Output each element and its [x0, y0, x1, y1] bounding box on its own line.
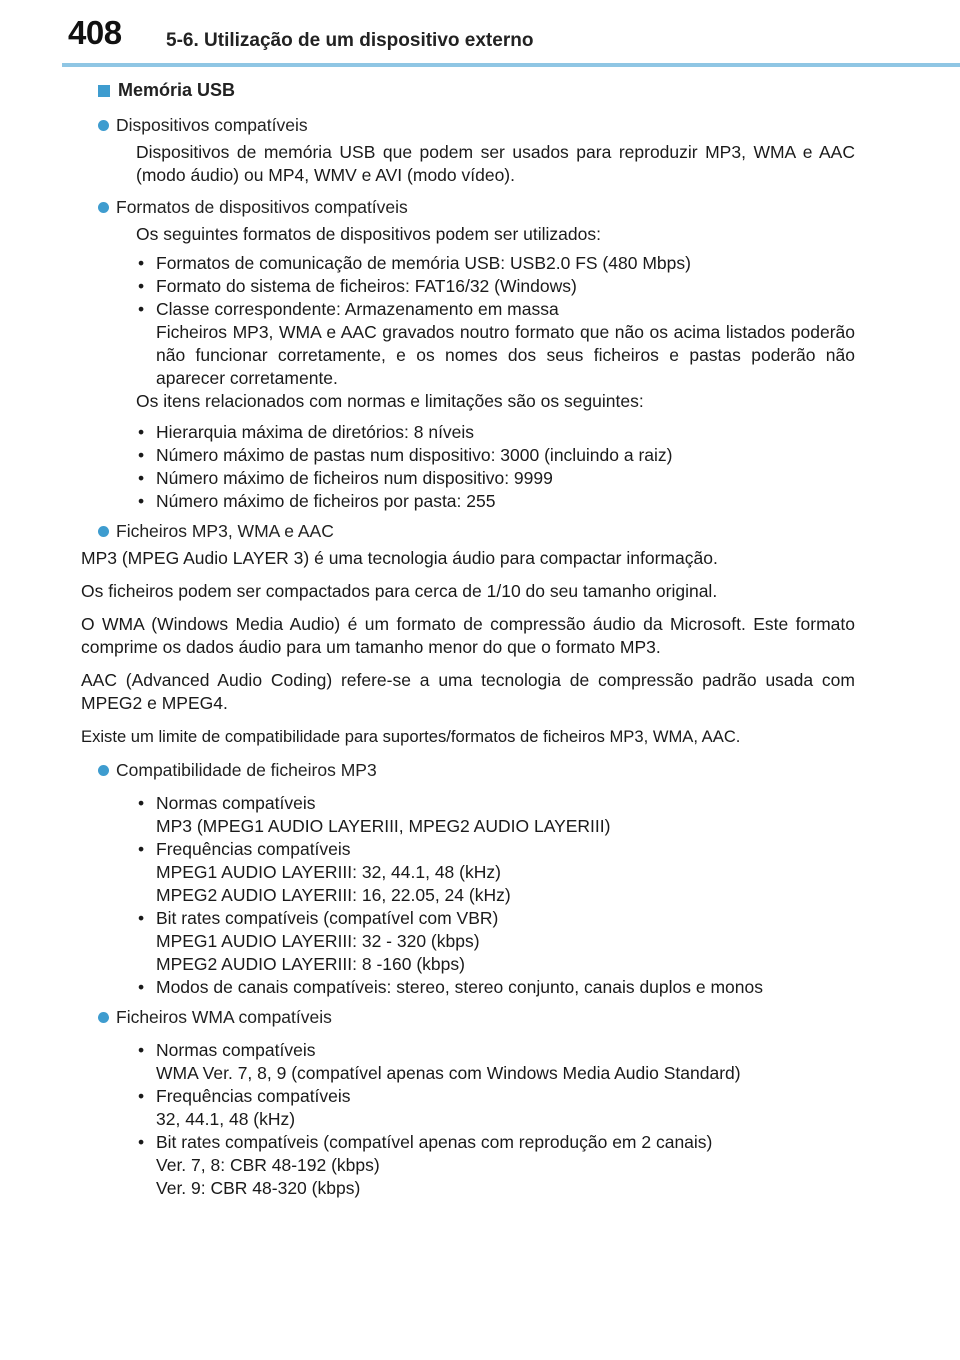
devices-text: Dispositivos de memória USB que podem ser usados para reproduzir MP3, WMA e AAC (modo áudio) ou MP4, WMV e AVI (modo vídeo).	[136, 142, 855, 185]
files-paragraph: MP3 (MPEG Audio LAYER 3) é uma tecnologia áudio para compactar informação.	[81, 548, 718, 568]
list-item: • Número máximo de ficheiros num dispositivo: 9999	[136, 467, 855, 490]
files-heading	[98, 521, 855, 542]
list-item-text: • Classe correspondente: Armazenamento em massa	[156, 299, 559, 319]
list-item: • Número máximo de ficheiros por pasta: 255	[136, 490, 855, 513]
square-bullet-icon	[98, 85, 110, 97]
wma-heading-text: Ficheiros WMA compatíveis	[116, 1007, 332, 1027]
mp3-heading-text: Compatibilidade de ficheiros MP3	[116, 760, 377, 780]
mp3-list	[98, 792, 855, 999]
round-bullet-icon	[98, 526, 109, 537]
files-heading-text: Ficheiros MP3, WMA e AAC	[116, 521, 334, 541]
page-header	[0, 0, 960, 62]
list-item: • Formato do sistema de ficheiros: FAT16/32 (Windows)	[136, 275, 855, 298]
list-item	[136, 1085, 855, 1131]
wma-standards-label: • Normas compatíveis	[156, 1040, 316, 1060]
mp3-frequencies-label: • Frequências compatíveis	[156, 839, 351, 859]
list-item	[136, 298, 855, 390]
list-item: • Formatos de comunicação de memória USB: USB2.0 FS (480 Mbps)	[136, 252, 855, 275]
mp3-heading	[98, 760, 855, 781]
section-title: 5-6. Utilização de um dispositivo externo	[166, 30, 534, 51]
mp3-bitrate-value: MPEG1 AUDIO LAYERIII: 32 - 320 (kbps)	[156, 931, 480, 951]
round-bullet-icon	[98, 765, 109, 776]
list-item	[136, 1131, 855, 1200]
list-item: • Hierarquia máxima de diretórios: 8 níveis	[136, 421, 855, 444]
list-item	[136, 838, 855, 907]
devices-heading	[98, 115, 855, 136]
list-item	[136, 1039, 855, 1085]
formats-note: Ficheiros MP3, WMA e AAC gravados noutro formato que não os acima listados poderão não funcionar corretamente, e os nomes dos seus ficheiros e pastas poderão não aparecer corretamente.	[156, 322, 855, 388]
round-bullet-icon	[98, 1012, 109, 1023]
files-paragraph: Existe um limite de compatibilidade para suportes/formatos de ficheiros MP3, WMA, AAC.	[81, 727, 741, 746]
mp3-bitrates-label: • Bit rates compatíveis (compatível com VBR)	[156, 908, 499, 928]
wma-list	[98, 1039, 855, 1200]
wma-bitrate-value: Ver. 9: CBR 48-320 (kbps)	[156, 1178, 361, 1198]
devices-heading-text: Dispositivos compatíveis	[116, 115, 308, 135]
list-item: • Modos de canais compatíveis: stereo, stereo conjunto, canais duplos e monos	[136, 976, 855, 999]
round-bullet-icon	[98, 202, 109, 213]
formats-heading-text: Formatos de dispositivos compatíveis	[116, 197, 408, 217]
header-rule	[62, 63, 960, 67]
wma-bitrates-label: • Bit rates compatíveis (compatível apenas com reprodução em 2 canais)	[156, 1132, 713, 1152]
wma-bitrate-value: Ver. 7, 8: CBR 48-192 (kbps)	[156, 1155, 380, 1175]
mp3-bitrate-value: MPEG2 AUDIO LAYERIII: 8 -160 (kbps)	[156, 954, 465, 974]
list-item	[136, 907, 855, 976]
files-paragraph: AAC (Advanced Audio Coding) refere-se a uma tecnologia de compressão padrão usada com MPEG2 e MPEG4.	[81, 670, 855, 713]
mp3-standards-label: • Normas compatíveis	[156, 793, 316, 813]
formats-heading	[98, 197, 855, 218]
files-paragraph: Os ficheiros podem ser compactados para cerca de 1/10 do seu tamanho original.	[81, 581, 718, 601]
wma-heading	[98, 1007, 855, 1028]
wma-standards-value: WMA Ver. 7, 8, 9 (compatível apenas com Windows Media Audio Standard)	[156, 1063, 741, 1083]
files-paragraph: O WMA (Windows Media Audio) é um formato de compressão áudio da Microsoft. Este formato comprime os dados áudio para um tamanho menor do que o formato MP3.	[81, 614, 855, 657]
limits-list	[98, 421, 855, 513]
page-content	[81, 80, 855, 1208]
wma-frequency-value: 32, 44.1, 48 (kHz)	[156, 1109, 296, 1129]
formats-list	[98, 252, 855, 390]
limits-intro: Os itens relacionados com normas e limitações são os seguintes:	[136, 391, 644, 411]
list-item	[136, 792, 855, 838]
list-item: • Número máximo de pastas num dispositivo: 3000 (incluindo a raiz)	[136, 444, 855, 467]
mp3-standards-value: MP3 (MPEG1 AUDIO LAYERIII, MPEG2 AUDIO LAYERIII)	[156, 816, 611, 836]
usb-heading	[98, 80, 855, 101]
formats-intro: Os seguintes formatos de dispositivos podem ser utilizados:	[136, 224, 601, 244]
usb-heading-text: Memória USB	[118, 80, 236, 100]
wma-frequencies-label: • Frequências compatíveis	[156, 1086, 351, 1106]
page-number: 408	[68, 14, 122, 51]
round-bullet-icon	[98, 120, 109, 131]
mp3-frequency-value: MPEG1 AUDIO LAYERIII: 32, 44.1, 48 (kHz)	[156, 862, 501, 882]
mp3-frequency-value: MPEG2 AUDIO LAYERIII: 16, 22.05, 24 (kHz)	[156, 885, 511, 905]
